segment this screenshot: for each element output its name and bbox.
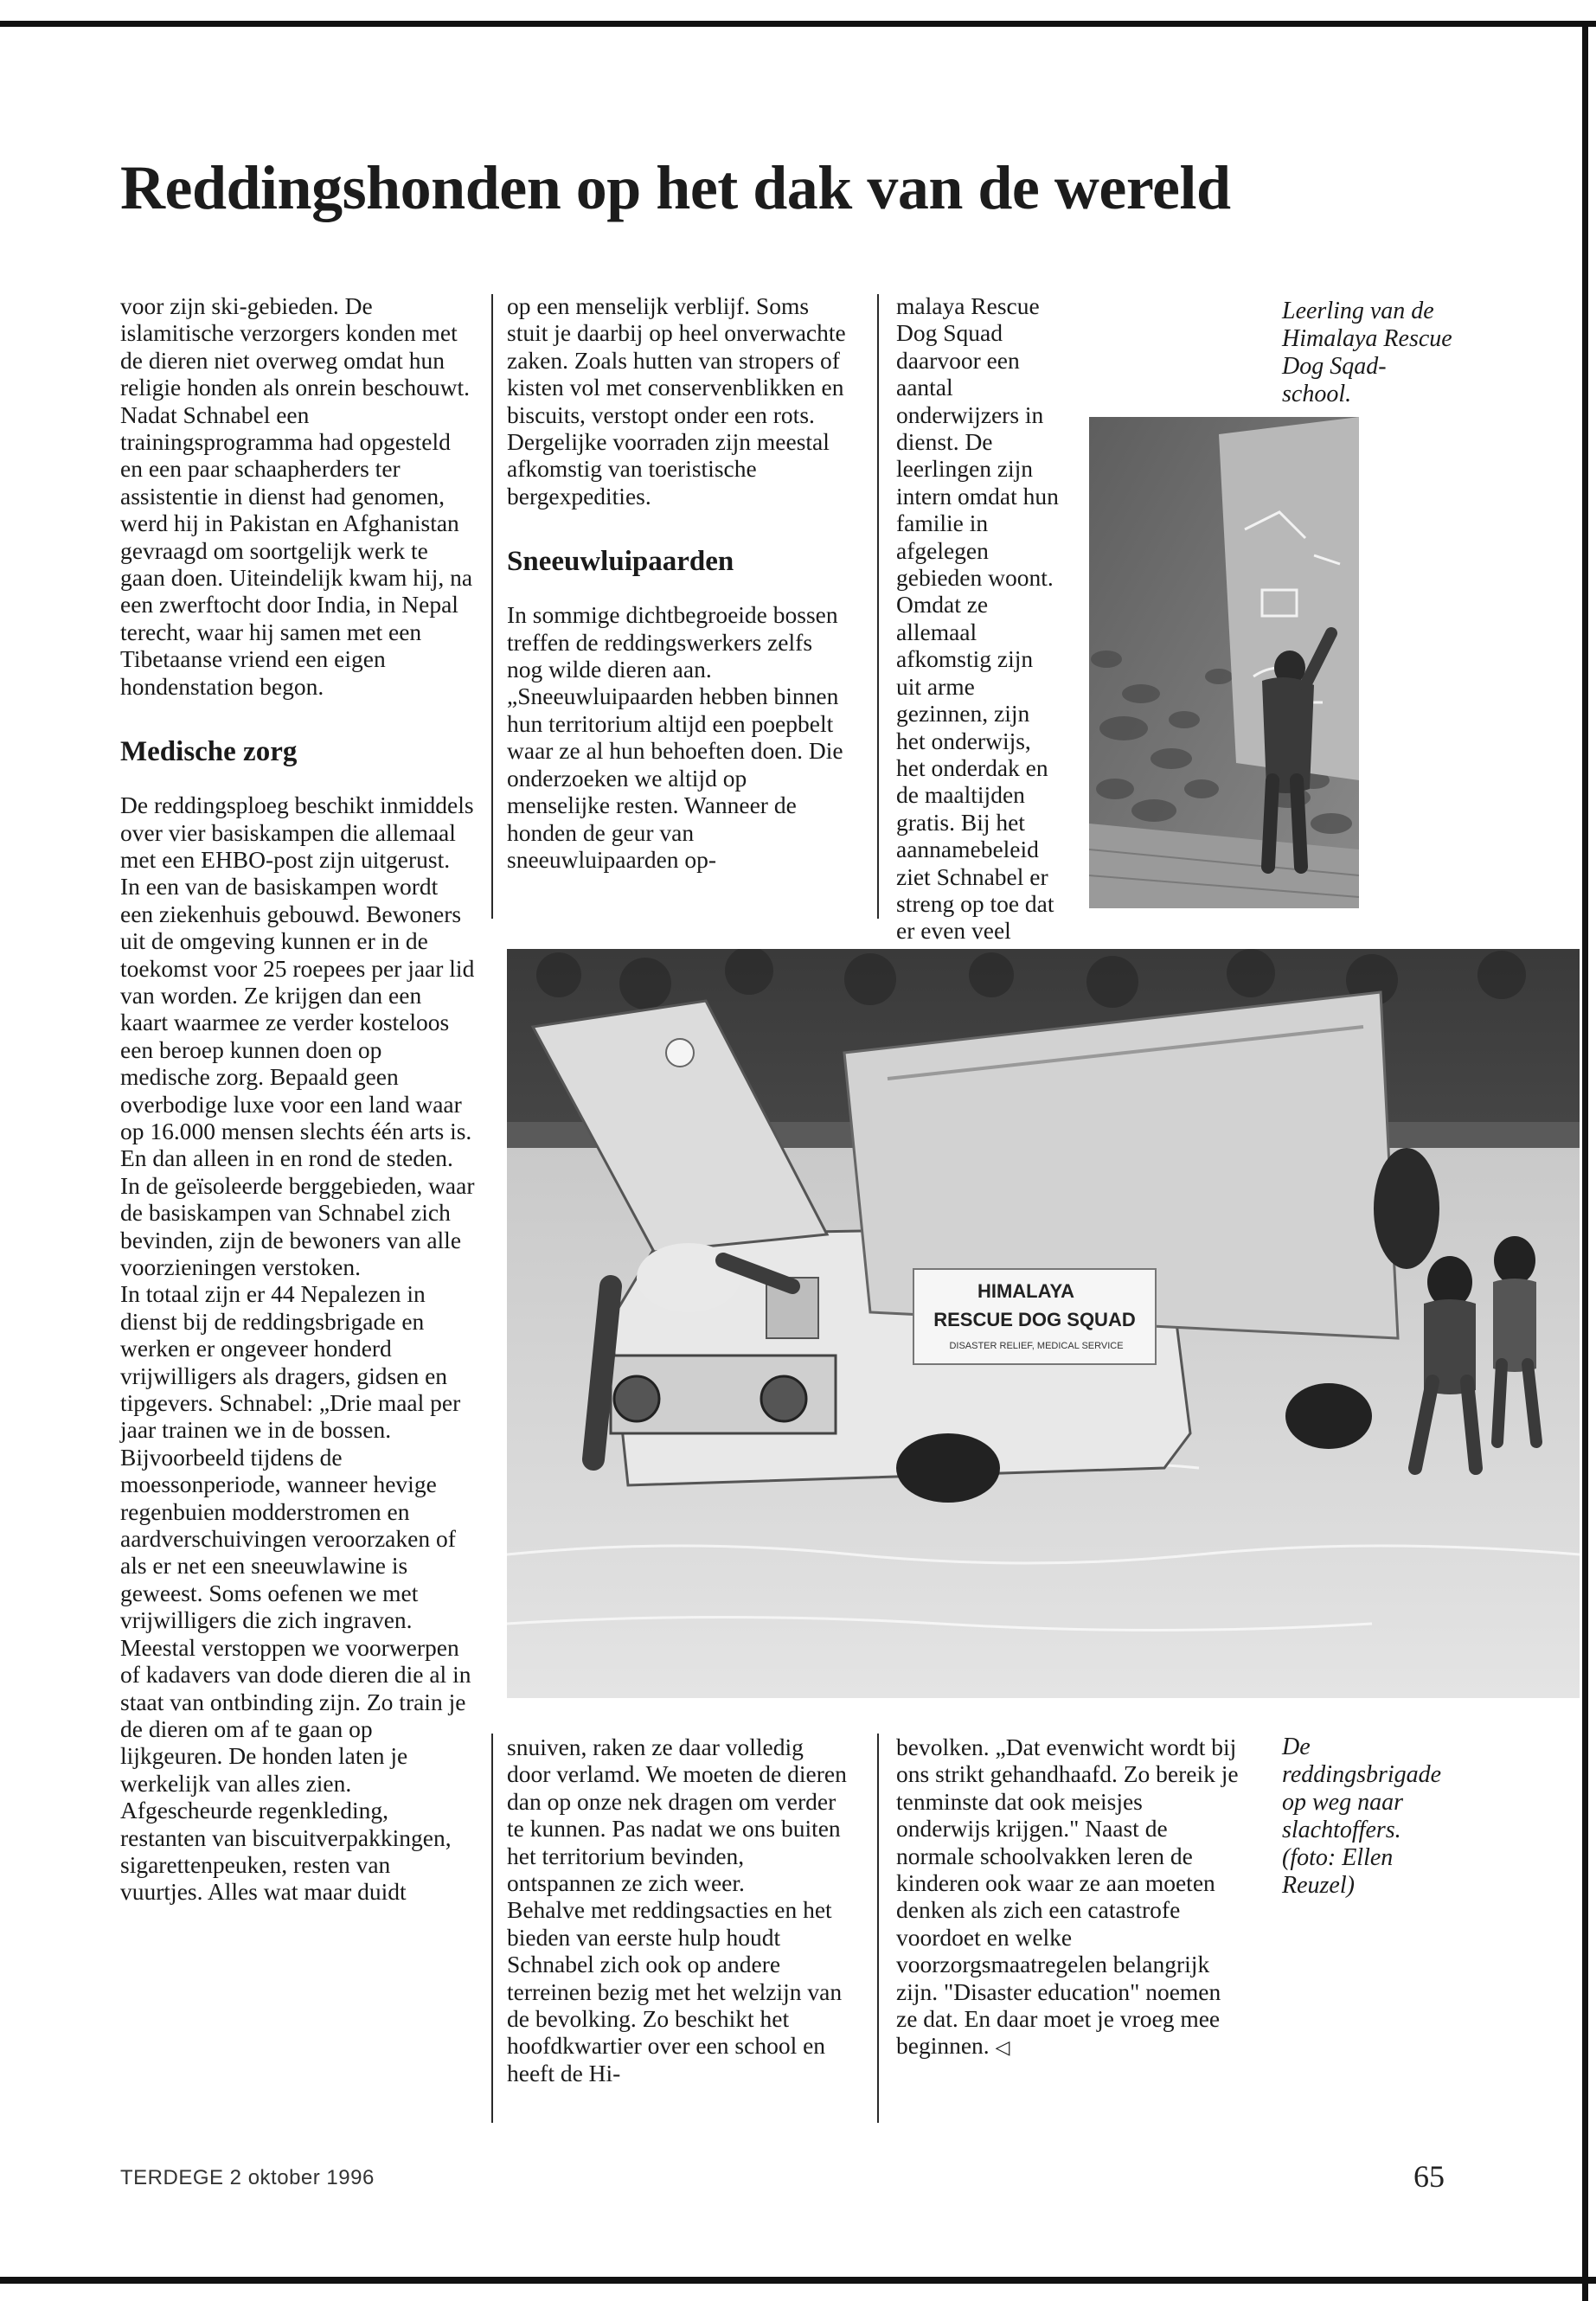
top-border-rule — [0, 21, 1596, 27]
column-divider — [877, 1734, 879, 2123]
paragraph: voor zijn ski-gebieden. De islamitische verzorgers konden met de dieren niet overweg omdat hun religie honden als onrein beschouwt. — [120, 292, 470, 401]
door-text-line1: HIMALAYA — [977, 1280, 1075, 1302]
paragraph-text: bevolken. „Dat evenwicht wordt bij ons strikt gehandhaafd. Zo bereik je tenminste dat ook meisjes onderwijs krijgen." Naast de normale schoolvakken leren de kinderen ook waar ze aan moeten denken als zich een catastrofe voordoet en welke voorzorgsmaatregelen belangrijk zijn. "Disaster education" noemen ze dat. En daar moet je vroeg mee beginnen. — [896, 1734, 1239, 2060]
article-title: Reddingshonden op het dak van de wereld — [120, 153, 1231, 222]
paragraph: op een menselijk verblijf. Soms stuit je daarbij op heel onverwachte zaken. Zoals hutten van stropers of kisten vol met conservenblikken en biscuits, verstopt onder een rots. Dergelijke voorraden zijn meestal afkomstig van toeristische bergexpedities. — [507, 292, 846, 510]
column-divider — [491, 1734, 493, 2123]
paragraph: In sommige dichtbegroeide bossen treffen de reddingswerkers zelfs nog wilde dieren aan. „Sneeuwluipaarden hebben binnen hun territorium altijd een poepbelt waar ze al hun behoeften doen. Die onderzoeken we altijd op menselijke resten. Wanneer de honden de geur van sneeuwluipaarden op- — [507, 601, 843, 873]
paragraph: Nadat Schnabel een trainingsprogramma had opgesteld en een paar schaapherders ter assistentie in dienst had genomen, werd hij in Pakistan en Afghanistan gevraagd om soortgelijk werk te gaan doen. Uiteindelijk kwam hij, na een zwerftocht door India, in Nepal terecht, waar hij samen met een Tibetaanse vriend een eigen hondenstation begon. — [120, 401, 473, 700]
paragraph: De reddingsploeg beschikt inmiddels over vier basiskampen die allemaal met een EHBO-post zijn uitgerust. In een van de basiskampen wordt een ziekenhuis gebouwd. Bewoners uit de omgeving kunnen er in de toekomst voor 25 roepees per jaar lid van worden. Ze krijgen dan een kaart waarmee ze verder kosteloos een beroep kunnen doen op medische zorg. Bepaald geen overbodige luxe voor een land waar op 16.000 mensen slechts één arts is. En dan alleen in en rond de steden. In de geïsoleerde berggebieden, waar de basiskampen van Schnabel zich bevinden, zijn de bewoners van alle voorzieningen verstoken. — [120, 792, 475, 1280]
right-border-rule — [1582, 21, 1588, 2301]
text-column-2-bottom — [507, 1734, 853, 2086]
footer-publication: TERDEGE 2 oktober 1996 — [120, 2166, 375, 2189]
text-column-3-bottom — [896, 1734, 1242, 2062]
school-photo-image — [1089, 417, 1359, 908]
column-divider — [491, 294, 493, 919]
column-divider — [877, 294, 879, 919]
text-column-2-top — [507, 292, 853, 873]
text-column-1 — [120, 292, 475, 1906]
jeep-photo — [507, 949, 1580, 1698]
jeep-photo-image — [507, 949, 1580, 1698]
door-text-line3: DISASTER RELIEF, MEDICAL SERVICE — [949, 1341, 1124, 1351]
subheading-medische-zorg: Medische zorg — [120, 736, 298, 768]
end-mark-icon: ◁ — [995, 2037, 1010, 2060]
bottom-border-rule — [0, 2277, 1596, 2284]
paragraph: snuiven, raken ze daar volledig door verlamd. We moeten de dieren dan op onze nek dragen om verder te kunnen. Pas nadat we ons buiten het territorium bevinden, ontspannen ze zich weer. — [507, 1734, 847, 1897]
school-photo-caption: Leerling van de Himalaya Rescue Dog Sqad-school. — [1282, 298, 1452, 407]
paragraph: malaya Rescue Dog Squad daarvoor een aantal onderwijzers in dienst. De leerlingen zijn intern omdat hun familie in afgelegen gebieden woont. Omdat ze allemaal afkomstig zijn uit arme gezinnen, zijn het onderwijs, het onderdak en de maaltijden gratis. Bij het aannamebeleid ziet Schnabel er streng op toe dat er even veel — [896, 292, 1059, 945]
school-photo — [1089, 417, 1359, 908]
paragraph: Behalve met reddingsacties en het bieden van eerste hulp houdt Schnabel zich ook op andere terreinen bezig met het welzijn van de bevolking. Zo beschikt het hoofdkwartier over een school en heeft de Hi- — [507, 1896, 843, 2086]
door-text-line2: RESCUE DOG SQUAD — [933, 1309, 1136, 1330]
jeep-photo-caption: De reddingsbrigade op weg naar slachtoffers. (foto: Ellen Reuzel) — [1282, 1734, 1442, 1899]
text-column-3-top — [896, 292, 1061, 1026]
page-number: 65 — [1413, 2159, 1445, 2194]
subheading-sneeuwluipaarden: Sneeuwluipaarden — [507, 546, 734, 578]
paragraph: In totaal zijn er 44 Nepalezen in dienst bij de reddingsbrigade en werken er ongeveer honderd vrijwilligers als dragers, gidsen en tipgevers. Schnabel: „Drie maal per jaar trainen we in de bossen. Bijvoorbeeld tijdens de moessonperiode, wanneer hevige regenbuien modderstromen en aardverschuivingen veroorzaken of als er net een sneeuwlawine is geweest. Soms oefenen we met vrijwilligers die zich ingraven. Meestal verstoppen we voorwerpen of kadavers van dode dieren die al in staat van ontbinding zijn. Zo train je de dieren om af te gaan op lijkgeuren. De honden laten je werkelijk van alles zien. Afgescheurde regenkleding, restanten van biscuitverpakkingen, sigarettenpeuken, resten van vuurtjes. Alles wat maar duidt — [120, 1280, 471, 1906]
paragraph — [896, 1734, 1242, 2062]
